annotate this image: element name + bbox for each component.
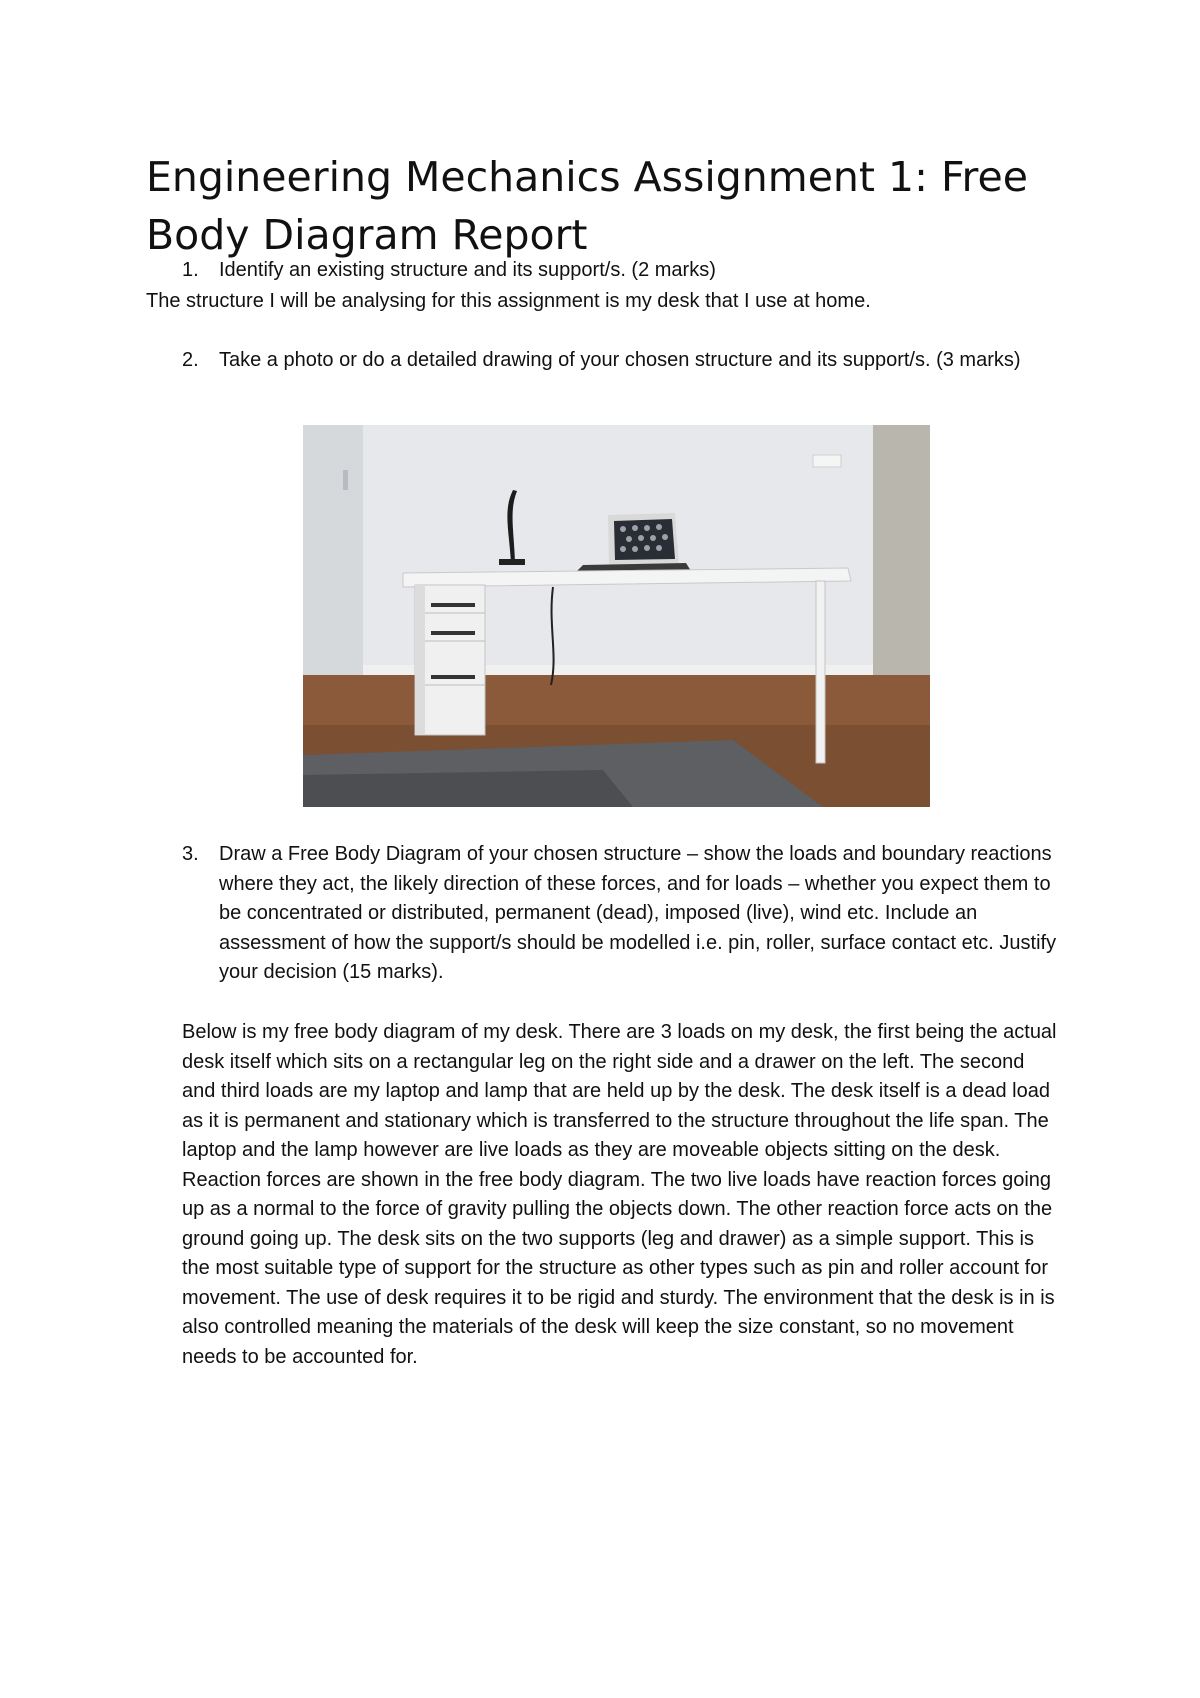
- desk-photo: [303, 425, 930, 807]
- question-2: [182, 346, 1067, 376]
- drawer-handle: [431, 675, 475, 679]
- drawer-handle: [431, 603, 475, 607]
- door: [303, 425, 363, 705]
- question-1: [182, 256, 1062, 286]
- desk-leg: [816, 581, 825, 763]
- door-hinge: [343, 470, 348, 490]
- desk-photo-illustration: [303, 425, 930, 807]
- drawer-unit: [415, 585, 485, 735]
- question-number: 2.: [182, 349, 199, 371]
- drawer-handle: [431, 631, 475, 635]
- drawer-side: [415, 585, 425, 735]
- answer-3: Below is my free body diagram of my desk. There are 3 loads on my desk, the first being the actual desk itself which sits on a rectangular leg on the right side and a drawer on the left. The second and third loads are my laptop and lamp that are held up by the desk. The desk itself is a dead load as it is permanent and stationary which is transferred to the structure throughout the life span. The laptop and the lamp however are live loads as they are moveable objects sitting on the desk. Reaction forces are shown in the free body diagram. The two live loads have reaction forces going up as a normal to the force of gravity pulling the objects down. The other reaction force acts on the ground going up. The desk sits on the two supports (leg and drawer) as a simple support. This is the most suitable type of support for the structure as other types such as pin and roller account for movement. The use of desk requires it to be rigid and sturdy. The environment that the desk is in is also controlled meaning the materials of the desk will keep the size constant, so no movement needs to be accounted for.: [182, 1021, 1057, 1368]
- document-title: Engineering Mechanics Assignment 1: Free Body Diagram Report: [146, 153, 1028, 259]
- question-text: Identify an existing structure and its support/s. (2 marks): [219, 259, 716, 281]
- question-number: 3.: [182, 843, 199, 865]
- rug-shade: [303, 770, 633, 807]
- question-3: [182, 840, 1062, 988]
- question-text: Draw a Free Body Diagram of your chosen structure – show the loads and boundary reactions where they act, the likely direction of these forces, and for loads – whether you expect them to be concentrated or distributed, permanent (dead), imposed (live), wind etc. Include an assessment of how the support/s should be modelled i.e. pin, roller, surface contact etc. Justify your decision (15 marks).: [219, 843, 1057, 983]
- lamp-base: [499, 559, 525, 565]
- power-outlet: [813, 455, 841, 467]
- question-number: 1.: [182, 259, 199, 281]
- answer-1: The structure I will be analysing for this assignment is my desk that I use at home.: [146, 290, 871, 312]
- question-text: Take a photo or do a detailed drawing of your chosen structure and its support/s. (3 marks): [219, 349, 1021, 371]
- side-wall: [873, 425, 930, 705]
